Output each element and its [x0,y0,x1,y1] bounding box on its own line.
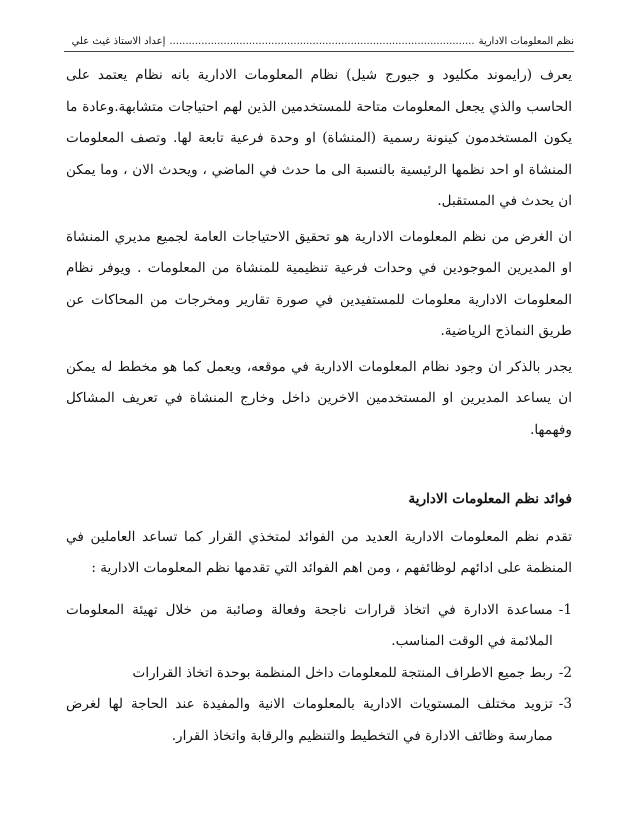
list-item [66,658,572,690]
list-item-number: 2- [558,664,572,681]
page-header [64,30,574,48]
list-item-text: تزويد مختلف المستويات الادارية بالمعلومات الانية والمفيدة عند الحاجة لها لغرض ممارسة وظائف الادارة في التخطيط والتنظيم والرقابة واتخاذ القرار. [66,696,553,744]
list-item [66,689,572,752]
header-dot-leader: ................................................................................................ [169,36,475,47]
paragraph-intro: تقدم نظم المعلومات الادارية العديد من الفوائد لمتخذي القرار كما تساعد العاملين في المنظمة على ادائهم لوظائفهم ، ومن اهم الفوائد التي تقدمها نظم المعلومات الادارية : [66,528,572,576]
header-divider [64,51,574,52]
section-heading: فوائد نظم المعلومات الادارية [408,491,572,507]
list-item-number: 3- [558,696,572,712]
document-body [66,60,572,752]
list-item-text: ربط جميع الاطراف المنتجة للمعلومات داخل المنظمة بوحدة اتخاذ القرارات [132,664,553,681]
benefits-list [66,595,572,753]
list-item [66,595,572,658]
header-author: إعداد الاستاذ غيث علي [71,36,166,47]
paragraph-definition: يعرف (رايموند مكليود و جيورج شيل) نظام المعلومات الادارية بانه نظام يعتمد على الحاسب والذي يجعل المعلومات متاحة للمستخدمين الذين لهم احتياجات متشابهة.وعادة ما يكون المستخدمون كينونة رسمية (المنشاة) او وحدة فرعية تابعة لها. وتصف المعلومات المنشاة او احد نظمها الرئيسية بالنسبة الى ما حدث في الماضي ، ويحدث الان ، وما يمكن ان يحدث في المستقبل. [66,67,572,209]
list-item-text: مساعدة الادارة في اتخاذ قرارات ناجحة وفعالة وصائبة من خلال تهيئة المعلومات الملائمة في الوقت المناسب. [66,601,553,649]
header-title: نظم المعلومات الادارية [478,36,574,47]
list-item-number: 1- [558,601,572,618]
paragraph-note: يجدر بالذكر ان وجود نظام المعلومات الادارية في موقعه، ويعمل كما هو مخطط له يمكن ان يساعد المديرين او المستخدمين الاخرين داخل وخارج المنشاة في تعريف المشاكل وفهمها. [66,358,572,438]
paragraph-purpose: ان الغرض من نظم المعلومات الادارية هو تحقيق الاحتياجات العامة لجميع مديري المنشاة او المديرين الموجودين في وحدات فرعية تنظيمية للمنشاة من المعلومات . ويوفر نظام المعلومات الادارية معلومات للمستفيدين في صورة تقارير ومخرجات من المحاكات عن طريق النماذج الرياضية. [66,228,572,339]
